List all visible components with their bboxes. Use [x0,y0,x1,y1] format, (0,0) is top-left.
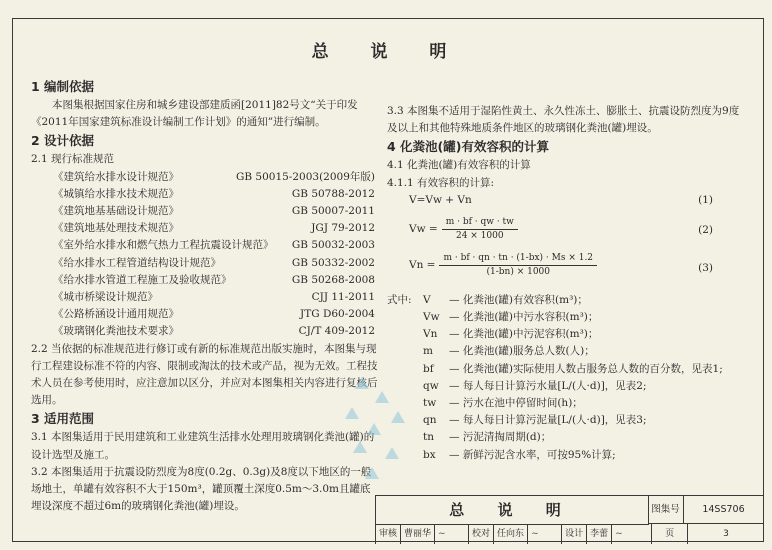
section-3-heading: 3 适用范围 [31,411,95,427]
standard-row: 《室外给水排水和燃气热力工程抗震设计规范》 GB 50032-2003 [53,239,375,252]
section-2-heading: 2 设计依据 [31,133,95,149]
review-label: 审核 [376,524,401,544]
standard-row: 《建筑给水排水设计规范》 GB 50015-2003(2009年版) [53,170,375,183]
section-3-2: 3.2 本图集适用于抗震设防烈度为8度(0.2g、0.3g)及8度以下地区的一般场地土，单罐有效容积不大于150m³，罐顶覆土深度0.5m～3.0m且罐底埋设深度不超过6m的玻璃钢化粪池(罐)埋设。 [31,465,372,513]
signature-row [376,524,764,544]
equation-1: V=Vw + Vn (1) [409,193,713,206]
section-1-text: 本图集根据国家住房和城乡建设部建质函[2011]82号文“关于印发《2011年国家建筑标准设计编制工作计划》的通知”进行编制。 [31,99,358,129]
section-4-1-1: 4.1.1 有效容积的计算: [387,176,495,189]
definitions: 式中: V — 化粪池(罐)有效容积(m³)； Vw — 化粪池(罐)中污水容积(m³)； Vn — 化粪池(罐)中污泥容积(m³)； m — 化粪池(罐)服务总人数(人)； bf — 化粪池(罐)实际使用人数占服务总人数的百分数，见表1; qw — 每人每日计算污水量[L/(人·d)]，见表2; tw — 污水在池中停留时间(h)； qn — 每人每日计算污泥量[L/(人·d)]，见表3; tn — 污泥清掏周期(d)； bx — 新鲜污泥含水率，可按95%计算; [387,293,723,461]
standard-row: 《公路桥涵设计通用规范》 JTG D60-2004 [53,308,375,321]
standard-row: 《给水排水管道工程施工及验收规范》 GB 50268-2008 [53,273,375,286]
standard-row: 《建筑地基处理技术规范》 JGJ 79-2012 [53,222,375,235]
designer-signature: ~ [612,524,652,544]
check-label: 校对 [469,524,494,544]
designer-name: 李蕾 [587,524,612,544]
watermark-triangles [345,377,443,495]
left-column [31,77,381,513]
checker-name: 任向东 [494,524,528,544]
reviewer-signature: ~ [435,524,469,544]
standards-list [31,169,381,341]
section-1-heading: 1 编制依据 [31,79,95,94]
drawing-sheet [12,18,764,542]
standard-row: 《城镇给水排水技术规范》 GB 50788-2012 [53,187,375,200]
standard-row: 《建筑地基基础设计规范》 GB 50007-2011 [53,205,375,218]
atlas-number: 14SS706 [684,496,764,524]
section-4-heading: 4 化粪池(罐)有效容积的计算 [387,139,549,155]
section-3-1: 3.1 本图集适用于民用建筑和工业建筑生活排水处理用玻璃钢化粪池(罐)的设计选型及施工。 [31,431,375,461]
page-label: 页 [652,524,688,544]
page-title: 总 说 明 [311,42,465,62]
standard-row: 《玻璃钢化粪池技术要求》 CJ/T 409-2012 [53,325,375,338]
design-label: 设计 [562,524,587,544]
equation-3: Vn = $\frac{m \cdot bf \cdot qn \cdot tn \cdot (1-bx) \cdot Ms \times 1.2}{(1-bn) \times 1000}$ (3) [409,252,713,277]
standard-row: 《给水排水工程管道结构设计规范》 GB 50332-2002 [53,256,375,269]
section-2-2: 2.2 当依据的标准规范进行修订或有新的标准规范出版实施时，本图集与现行工程建设标准不符的内容、限制或淘汰的技术或产品，视为无效。工程技术人员在参考使用时，应注意加以区分，并应对本图集相关内容进行复核后选用。 [31,342,378,407]
checker-signature: ~ [528,524,562,544]
section-3-3: 3.3 本图集不适用于湿陷性黄土、永久性冻土、膨胀土、抗震设防烈度为9度及以上和其他特殊地质条件地区的玻璃钢化粪池(罐)埋设。 [387,105,740,135]
title-block [375,495,764,544]
section-4-1: 4.1 化粪池(罐)有效容积的计算 [387,159,531,172]
standard-row: 《城市桥梁设计规范》 CJJ 11-2011 [53,291,375,304]
section-2-1: 2.1 现行标准规范 [31,153,115,166]
reviewer-name: 曹丽华 [401,524,435,544]
atlas-label: 图集号 [648,496,684,524]
title-block-title: 总 说 明 [376,496,649,525]
page-number: 3 [723,529,729,539]
equation-2: Vw = $\frac{m \cdot bf \cdot qw \cdot tw}{24 \times 1000}$ (2) [409,216,713,241]
